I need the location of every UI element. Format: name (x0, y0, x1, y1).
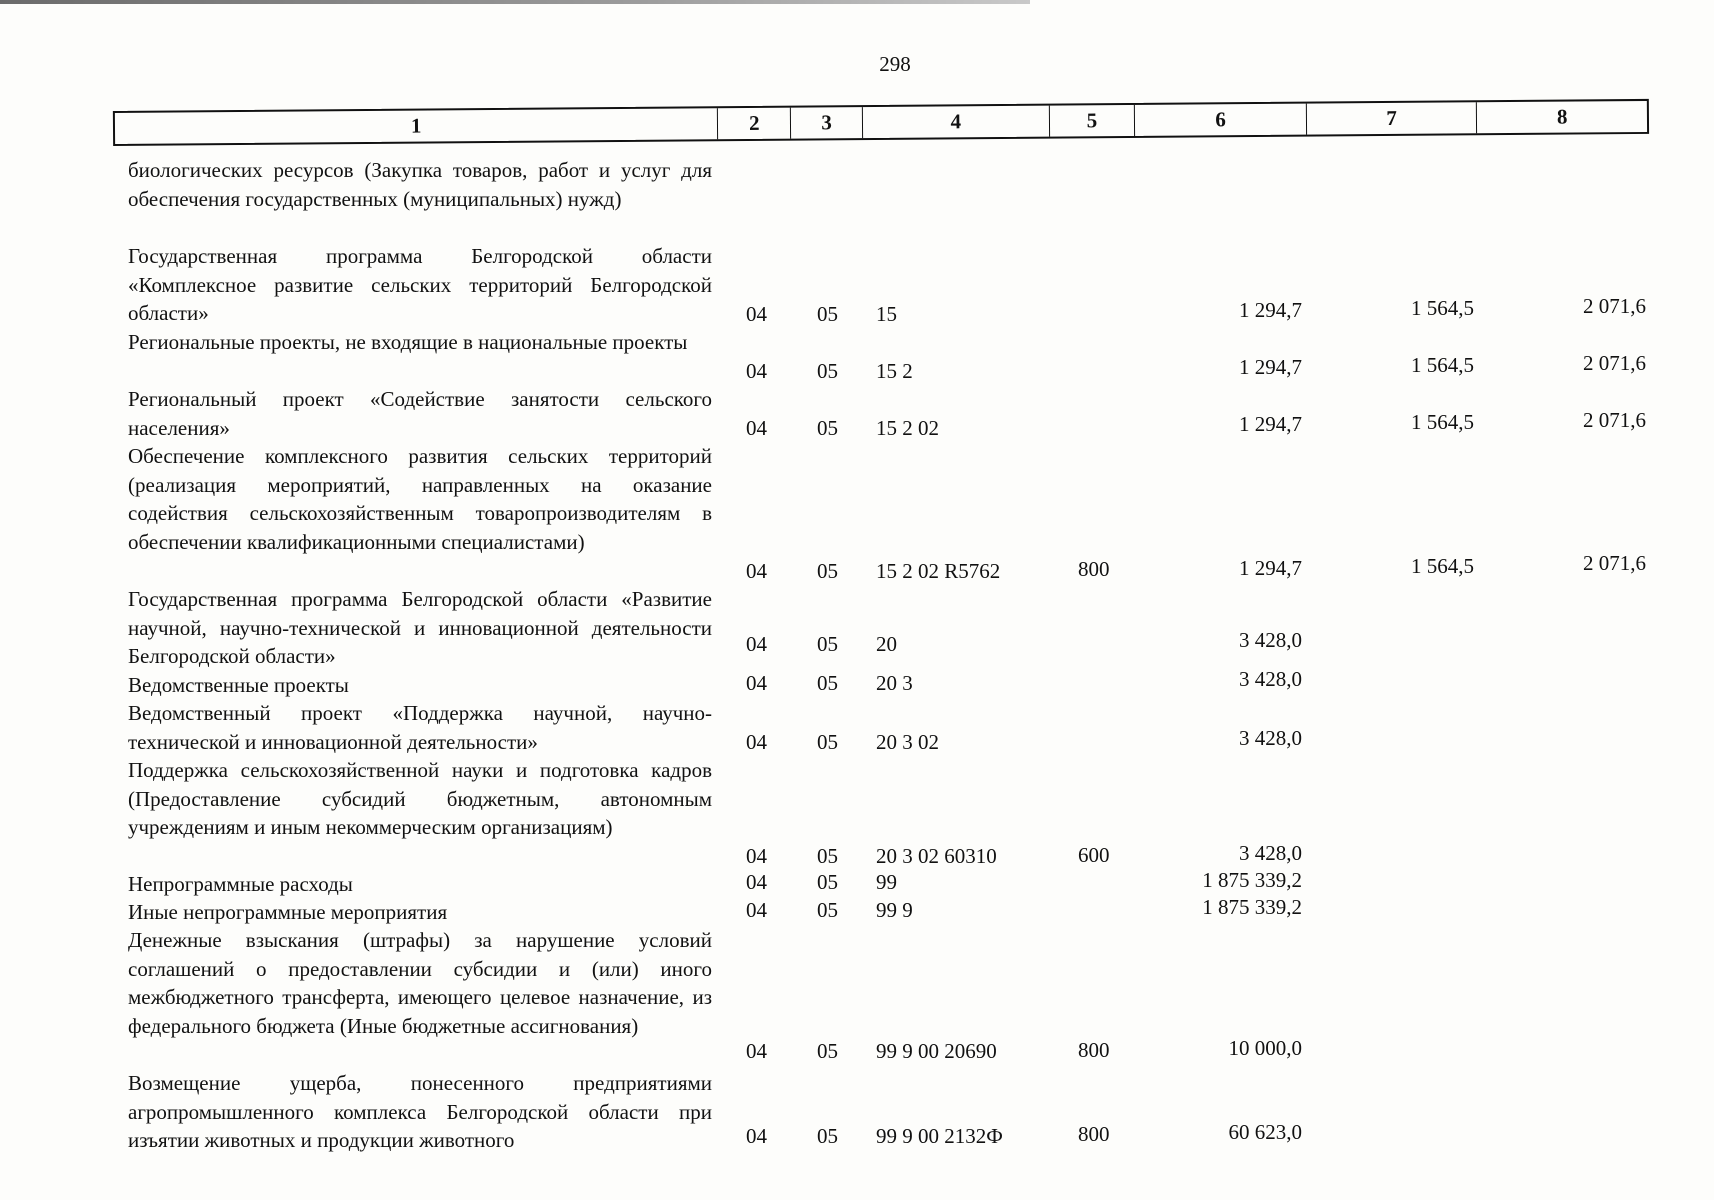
cell-col-8: 2 071,6 (1583, 294, 1646, 318)
cell-col-5: 800 (1078, 1122, 1110, 1146)
table-row (0, 328, 1714, 385)
table-row (0, 385, 1714, 442)
cell-col-4: 99 9 00 2132Ф (876, 1124, 1003, 1148)
cell-col-4: 20 3 02 (876, 730, 939, 754)
cell-col-3: 05 (817, 302, 838, 326)
cell-col-6: 10 000,0 (1228, 1036, 1302, 1060)
header-col-1: 1 (115, 108, 719, 144)
cell-col-4: 15 2 02 (876, 416, 939, 440)
row-description: биологических ресурсов (Закупка товаров, работ и услуг для обеспечения государственных (муниципальных) нужд) (128, 158, 712, 211)
cell-col-2: 04 (746, 559, 767, 583)
header-col-2: 2 (718, 108, 791, 140)
cell-col-2: 04 (746, 1124, 767, 1148)
row-description: Ведомственные проекты (128, 673, 349, 697)
table-row (0, 895, 1714, 926)
cell-col-6: 3 428,0 (1239, 628, 1302, 652)
cell-col-2: 04 (746, 416, 767, 440)
row-description: Возмещение ущерба, понесенного предприятиями агропромышленного комплекса Белгородской области при изъятии животных и продукции животного (128, 1071, 712, 1152)
header-col-7: 7 (1307, 102, 1478, 134)
row-description: Денежные взыскания (штрафы) за нарушение условий соглашений о предоставлении субсидии и (или) иного межбюджетного трансферта, имеющего целевое назначение, из федерального бюджета (Иные бюджетные ассигнования) (128, 928, 712, 1038)
cell-col-5: 800 (1078, 1038, 1110, 1062)
table-body (0, 156, 1714, 1155)
row-description: Ведомственный проект «Поддержка научной, научно-технической и инновационной деятельности» (128, 701, 712, 754)
cell-col-2: 04 (746, 302, 767, 326)
cell-col-7: 1 564,5 (1411, 353, 1474, 377)
table-row (0, 1069, 1714, 1155)
header-col-3: 3 (791, 107, 863, 139)
cell-col-2: 04 (746, 730, 767, 754)
cell-col-4: 15 2 (876, 359, 913, 383)
cell-col-3: 05 (817, 844, 838, 868)
cell-col-6: 1 294,7 (1239, 412, 1302, 436)
cell-col-7: 1 564,5 (1411, 410, 1474, 434)
header-col-8: 8 (1556, 104, 1568, 129)
scan-edge (0, 0, 1030, 4)
cell-col-3: 05 (817, 671, 838, 695)
table-row (0, 870, 1714, 898)
row-description: Поддержка сельскохозяйственной науки и подготовка кадров (Предоставление субсидий бюджетным, автономным учреждениям и иным некоммерческим организациям) (128, 758, 712, 839)
cell-col-6: 3 428,0 (1239, 726, 1302, 750)
cell-col-4: 99 9 00 20690 (876, 1039, 997, 1063)
cell-col-6: 3 428,0 (1239, 841, 1302, 865)
row-description: Региональные проекты, не входящие в национальные проекты (128, 330, 688, 354)
cell-col-3: 05 (817, 416, 838, 440)
cell-col-6: 3 428,0 (1239, 667, 1302, 691)
table-row (0, 585, 1714, 671)
header-col-4: 4 (863, 106, 1050, 138)
cell-col-3: 05 (817, 1039, 838, 1063)
row-description: Иные непрограммные мероприятия (128, 900, 448, 924)
cell-col-5: 600 (1078, 843, 1110, 867)
cell-col-2: 04 (746, 844, 767, 868)
cell-col-8: 2 071,6 (1583, 351, 1646, 375)
cell-col-2: 04 (746, 359, 767, 383)
cell-col-2: 04 (746, 870, 767, 894)
cell-col-3: 05 (817, 559, 838, 583)
cell-col-3: 05 (817, 870, 838, 894)
cell-col-5: 800 (1078, 557, 1110, 581)
cell-col-6: 1 875 339,2 (1202, 868, 1302, 892)
cell-col-8: 2 071,6 (1583, 408, 1646, 432)
row-description: Непрограммные расходы (128, 872, 353, 896)
table-row (0, 667, 1714, 699)
cell-col-6: 1 294,7 (1239, 355, 1302, 379)
cell-col-8: 2 071,6 (1583, 551, 1646, 575)
header-col-5: 5 (1049, 105, 1135, 137)
cell-col-3: 05 (817, 632, 838, 656)
cell-col-3: 05 (817, 730, 838, 754)
cell-col-2: 04 (746, 632, 767, 656)
page-number: 298 (879, 52, 911, 76)
row-description: Региональный проект «Содействие занятости сельского населения» (128, 387, 712, 440)
cell-col-2: 04 (746, 1039, 767, 1063)
table-row (0, 156, 1714, 242)
cell-col-3: 05 (817, 1124, 838, 1148)
cell-col-6: 60 623,0 (1228, 1120, 1302, 1144)
cell-col-4: 20 (876, 632, 897, 656)
row-description: Государственная программа Белгородской области «Развитие научной, научно-технической и инновационной деятельности Белгородской области» (128, 587, 712, 668)
cell-col-6: 1 875 339,2 (1202, 895, 1302, 919)
cell-col-4: 15 2 02 R5762 (876, 559, 1001, 583)
table-header (113, 99, 1649, 146)
table-row (0, 699, 1714, 756)
cell-col-4: 99 9 (876, 898, 913, 922)
table-row (0, 756, 1714, 870)
header-col-6: 6 (1135, 104, 1307, 136)
cell-col-2: 04 (746, 898, 767, 922)
row-description: Обеспечение комплексного развития сельских территорий (реализация мероприятий, направленных на оказание содействия сельскохозяйственным товаропроизводителям в обеспечении квалификационными специалистами) (128, 444, 712, 554)
cell-col-7: 1 564,5 (1411, 554, 1474, 578)
row-description: Государственная программа Белгородской области «Комплексное развитие сельских территорий Белгородской области» (128, 244, 712, 325)
cell-col-2: 04 (746, 671, 767, 695)
cell-col-7: 1 564,5 (1411, 296, 1474, 320)
table-row (0, 926, 1714, 1069)
cell-col-6: 1 294,7 (1239, 556, 1302, 580)
cell-col-4: 99 (876, 870, 897, 894)
cell-col-4: 15 (876, 302, 897, 326)
table-row (0, 242, 1714, 328)
table-row (0, 442, 1714, 585)
cell-col-3: 05 (817, 898, 838, 922)
cell-col-4: 20 3 (876, 671, 913, 695)
cell-col-4: 20 3 02 60310 (876, 844, 997, 868)
cell-col-6: 1 294,7 (1239, 298, 1302, 322)
cell-col-3: 05 (817, 359, 838, 383)
